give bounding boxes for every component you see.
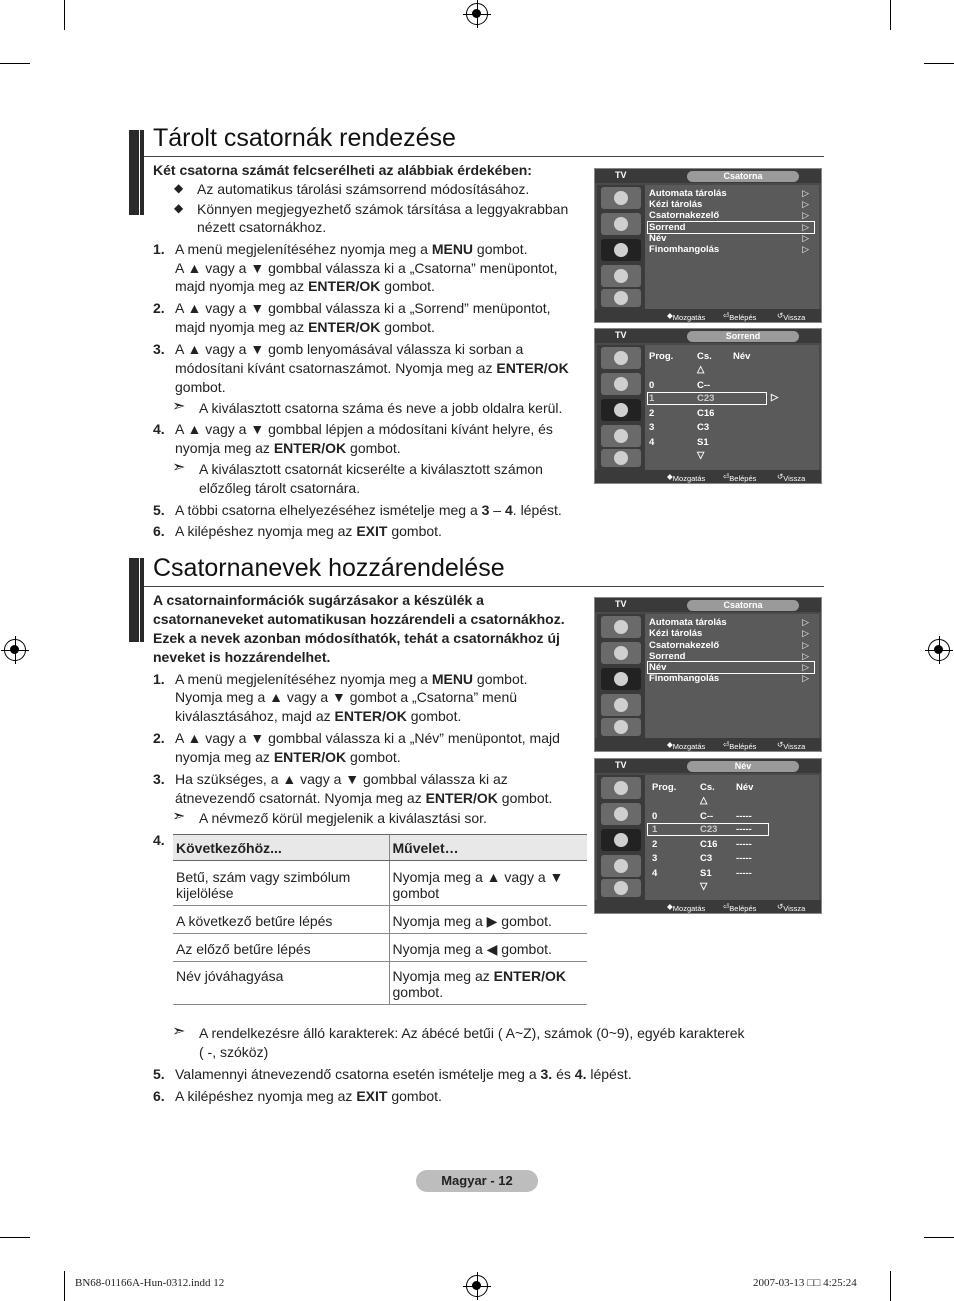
- osd-col-header: Cs.: [700, 782, 715, 793]
- step-text: Valamennyi átnevezendő csatorna esetén ismételje meg a 3. és 4. lépést.: [175, 1066, 632, 1082]
- table-cell: Nyomja meg a ▶ gombot.: [389, 906, 587, 934]
- bullet-icon: ◆: [174, 201, 184, 215]
- down-arrow-icon: ▽: [700, 881, 708, 892]
- osd-cell: C16: [697, 408, 715, 419]
- table-row: [173, 906, 587, 934]
- osd-footer: ◆ Mozgatás ⏎ Belépés ↺ Vissza: [595, 309, 821, 322]
- registration-mark-icon: [928, 639, 950, 661]
- up-arrow-icon: △: [700, 795, 708, 806]
- step-text: gombot.: [175, 379, 226, 395]
- bullet-icon: ◆: [174, 181, 184, 195]
- picture-icon: [601, 616, 641, 638]
- osd-header: Név: [687, 761, 799, 772]
- registration-mark-icon: [466, 3, 488, 25]
- setup-icon: [601, 855, 641, 877]
- section-bar: [129, 558, 144, 642]
- osd-menu-item: Csatornakezelő: [649, 210, 720, 221]
- osd-col-header: Prog.: [649, 351, 674, 362]
- osd-tv-label: TV: [615, 599, 627, 609]
- input-icon: [601, 289, 641, 307]
- intro-text: A csatornainformációk sugárzásakor a készülék a: [153, 592, 484, 608]
- intro-text: neveket is hozzárendelhet.: [153, 649, 331, 665]
- note-arrow-icon: ➣: [172, 398, 186, 415]
- step-text: A ▲ vagy a ▼ gombbal válassza ki a „Név” menüpontot, majd: [175, 730, 560, 746]
- section-bar: [129, 130, 144, 215]
- note-arrow-icon: ➣: [172, 808, 186, 825]
- crop-mark: [64, 1271, 65, 1301]
- page-number: Magyar - 12: [416, 1170, 538, 1192]
- step-text: A kilépéshez nyomja meg az EXIT gombot.: [175, 1088, 442, 1104]
- osd-menu-item: Sorrend: [649, 651, 686, 662]
- table-header: Következőhöz...: [173, 835, 389, 861]
- step-number: 2.: [153, 300, 165, 316]
- step-text: átnevezendő csatornát. Nyomja meg az ENTER/OK gombot.: [175, 790, 553, 806]
- osd-cell: -----: [736, 839, 752, 850]
- step-text: A többi csatorna elhelyezéséhez ismételje meg a 3 – 4. lépést.: [175, 502, 562, 518]
- osd-cell: S1: [700, 868, 712, 879]
- osd-header: Sorrend: [687, 331, 799, 342]
- osd-cell: 3: [649, 422, 655, 433]
- osd-channel-menu: [594, 168, 822, 323]
- sound-icon: [601, 213, 641, 235]
- step-number: 3.: [153, 341, 165, 357]
- up-arrow-icon: △: [697, 364, 705, 375]
- picture-icon: [601, 187, 641, 209]
- table-cell-confirm: Nyomja meg az ENTER/OK gombot.: [389, 962, 587, 1005]
- osd-col-header: Név: [733, 351, 751, 362]
- crop-mark: [924, 1237, 954, 1238]
- step-text: nyomja meg az ENTER/OK gombot.: [175, 749, 401, 765]
- osd-col-header: Prog.: [652, 782, 677, 793]
- osd-cell: C3: [697, 422, 710, 433]
- registration-mark-icon: [466, 1275, 488, 1297]
- intro-text: Két csatorna számát felcserélheti az alábbiak érdekében:: [153, 162, 532, 178]
- step-text: A ▲ vagy a ▼ gombbal válassza ki a „Csatorna” menüpontot,: [175, 260, 558, 276]
- table-row: [173, 861, 587, 906]
- table-cell: Nyomja meg a ▲ vagy a ▼ gombot: [389, 861, 587, 906]
- note-text: A kiválasztott csatorna száma és neve a jobb oldalra kerül.: [199, 400, 563, 416]
- picture-icon: [601, 777, 641, 799]
- osd-cell: 2: [652, 839, 658, 850]
- crop-mark: [924, 63, 954, 64]
- osd-cell: -----: [736, 824, 752, 835]
- down-arrow-icon: ▽: [697, 450, 705, 461]
- picture-icon: [601, 347, 641, 369]
- section-title: Csatornanevek hozzárendelése: [153, 554, 505, 582]
- osd-col-header: Név: [736, 782, 754, 793]
- table-cell: A következő betűre lépés: [173, 906, 389, 934]
- note-arrow-icon: ➣: [172, 1023, 186, 1040]
- osd-col-header: Cs.: [697, 351, 712, 362]
- osd-cell: 0: [652, 811, 658, 822]
- input-icon: [601, 718, 641, 736]
- osd-cell: 0: [649, 380, 655, 391]
- osd-footer: ◆ Mozgatás ⏎ Belépés ↺ Vissza: [595, 470, 821, 483]
- step-text: majd nyomja meg az ENTER/OK gombot.: [175, 278, 435, 294]
- table-cell: Név jóváhagyása: [173, 962, 389, 1005]
- step-text: Nyomja meg a ▲ vagy a ▼ gombot a „Csatorna” menü: [175, 689, 518, 705]
- bullet-text: nézett csatornákhoz.: [197, 219, 327, 235]
- sound-icon: [601, 373, 641, 395]
- osd-header: Csatorna: [687, 600, 799, 611]
- step-text: nyomja meg az ENTER/OK gombot.: [175, 440, 401, 456]
- sound-icon: [601, 642, 641, 664]
- osd-main: Automata tárolás ▷ Kézi tárolás ▷ Csatornakezelő ▷ Sorrend ▷ Név ▷ Finomhangolás ▷: [645, 185, 819, 309]
- input-icon: [601, 449, 641, 467]
- table-cell: Nyomja meg a ◀ gombot.: [389, 934, 587, 962]
- osd-tv-label: TV: [615, 330, 627, 340]
- channel-icon: [601, 668, 641, 690]
- osd-cell: C--: [697, 380, 711, 391]
- step-text: A ▲ vagy a ▼ gombbal válassza ki a „Sorrend” menüpontot,: [175, 300, 551, 316]
- print-footer-file: BN68-01166A-Hun-0312.indd 12: [75, 1277, 225, 1289]
- osd-menu-item: Sorrend: [649, 222, 686, 233]
- bullet-text: Az automatikus tárolási számsorrend módosításához.: [197, 181, 530, 197]
- step-text: majd nyomja meg az ENTER/OK gombot.: [175, 319, 435, 335]
- osd-cell: C23: [697, 393, 715, 404]
- step-number: 4.: [153, 832, 165, 848]
- osd-cell: 1: [652, 824, 658, 835]
- osd-menu-item: Csatornakezelő: [649, 640, 720, 651]
- step-number: 3.: [153, 771, 165, 787]
- osd-cell: S1: [697, 437, 709, 448]
- table-row: [173, 934, 587, 962]
- osd-cell: C3: [700, 853, 713, 864]
- osd-cell: C16: [700, 839, 718, 850]
- table-cell: Az előző betűre lépés: [173, 934, 389, 962]
- osd-sort-menu: [594, 328, 822, 484]
- channel-icon: [601, 829, 641, 851]
- osd-menu-item: Finomhangolás: [649, 244, 720, 255]
- step-number: 1.: [153, 671, 165, 687]
- osd-main: [645, 345, 819, 470]
- osd-menu-item: Név: [649, 662, 667, 673]
- step-number: 6.: [153, 523, 165, 539]
- right-arrow-icon: ▷: [771, 392, 779, 403]
- input-icon: [601, 879, 641, 897]
- note-text: A kiválasztott csatornát kicserélte a kiválasztott számon: [199, 461, 543, 477]
- osd-sidebar: [597, 185, 645, 309]
- sound-icon: [601, 803, 641, 825]
- osd-cell: -----: [736, 853, 752, 864]
- osd-menu-item: Automata tárolás: [649, 617, 727, 628]
- note-text: előzőleg tárolt csatornára.: [199, 480, 361, 496]
- step-number: 2.: [153, 730, 165, 746]
- channel-icon: [601, 399, 641, 421]
- table-header: Művelet…: [389, 835, 587, 861]
- osd-menu-item: Kézi tárolás: [649, 628, 703, 639]
- osd-tv-label: TV: [615, 170, 627, 180]
- osd-footer: ◆ Mozgatás ⏎ Belépés ↺ Vissza: [595, 738, 821, 751]
- crop-mark: [890, 0, 891, 30]
- intro-text: Ezek a nevek azonban módosíthatók, tehát a csatornákhoz új: [153, 630, 560, 646]
- osd-cell: 4: [649, 437, 655, 448]
- step-text: A menü megjelenítéséhez nyomja meg a MENU gombot.: [175, 671, 528, 687]
- step-number: 1.: [153, 241, 165, 257]
- channel-icon: [601, 239, 641, 261]
- osd-cell: -----: [736, 811, 752, 822]
- osd-cell: 1: [649, 393, 655, 404]
- crop-mark: [0, 63, 30, 64]
- osd-cell: C23: [700, 824, 718, 835]
- osd-sidebar: [597, 345, 645, 470]
- intro-text: csatorna​neveket automatikusan hozzárendeli a csatornákhoz.: [153, 611, 565, 627]
- step-text: A kilépéshez nyomja meg az EXIT gombot.: [175, 523, 442, 539]
- note-text: A névmező körül megjelenik a kiválasztási sor.: [199, 810, 487, 826]
- osd-tv-label: TV: [615, 760, 627, 770]
- step-number: 5.: [153, 1066, 165, 1082]
- setup-icon: [601, 425, 641, 447]
- action-table: [173, 834, 587, 1005]
- section-rule: [144, 156, 824, 157]
- print-footer-timestamp: 2007-03-13 □□ 4:25:24: [753, 1277, 857, 1289]
- crop-mark: [890, 1271, 891, 1301]
- osd-cell: -----: [736, 868, 752, 879]
- note-text: ( -, szóköz): [199, 1044, 269, 1060]
- osd-name-menu: [594, 758, 822, 914]
- step-text: Ha szükséges, a ▲ vagy a ▼ gombbal válassza ki az: [175, 771, 508, 787]
- setup-icon: [601, 694, 641, 716]
- osd-cell: 3: [652, 853, 658, 864]
- osd-main: Automata tárolás ▷ Kézi tárolás ▷ Csatornakezelő ▷ Sorrend ▷ Név ▷ Finomhangolás ▷: [645, 614, 819, 738]
- bullet-text: Könnyen megjegyezhető számok társítása a leggyakrabban: [197, 201, 569, 217]
- step-number: 6.: [153, 1088, 165, 1104]
- step-text: módosítani kívánt csatornaszámot. Nyomja meg az ENTER/OK: [175, 360, 569, 376]
- osd-menu-item: Automata tárolás: [649, 188, 727, 199]
- table-cell: Betű, szám vagy szimbólum kijelölése: [173, 861, 389, 906]
- step-text: A ▲ vagy a ▼ gombbal lépjen a módosítani kívánt helyre, és: [175, 421, 553, 437]
- osd-channel-menu: [594, 597, 822, 752]
- osd-header: Csatorna: [687, 171, 799, 182]
- note-arrow-icon: ➣: [172, 459, 186, 476]
- step-text: kiválasztásához, majd az ENTER/OK gombot.: [175, 708, 462, 724]
- crop-mark: [0, 1237, 30, 1238]
- setup-icon: [601, 265, 641, 287]
- osd-menu-item: Kézi tárolás: [649, 199, 703, 210]
- step-number: 5.: [153, 502, 165, 518]
- osd-menu-item: Név: [649, 233, 667, 244]
- osd-menu-item: Finomhangolás: [649, 673, 720, 684]
- osd-cell: 4: [652, 868, 658, 879]
- osd-footer: ◆ Mozgatás ⏎ Belépés ↺ Vissza: [595, 900, 821, 913]
- osd-main: [645, 775, 819, 900]
- note-text: A rendelkezésre álló karakterek: Az ábécé betűi ( A~Z), számok (0~9), egyéb karakterek: [199, 1025, 745, 1041]
- table-row: [173, 962, 587, 1005]
- registration-mark-icon: [4, 639, 26, 661]
- osd-cell: C--: [700, 811, 714, 822]
- crop-mark: [64, 0, 65, 30]
- osd-sidebar: [597, 775, 645, 900]
- section-rule: [144, 586, 824, 587]
- section-title: Tárolt csatornák rendezése: [153, 124, 456, 152]
- step-text: A ▲ vagy a ▼ gomb lenyomásával válassza ki sorban a: [175, 341, 524, 357]
- step-number: 4.: [153, 421, 165, 437]
- osd-cell: 2: [649, 408, 655, 419]
- osd-sidebar: [597, 614, 645, 738]
- step-text: A menü megjelenítéséhez nyomja meg a MENU gombot.: [175, 241, 528, 257]
